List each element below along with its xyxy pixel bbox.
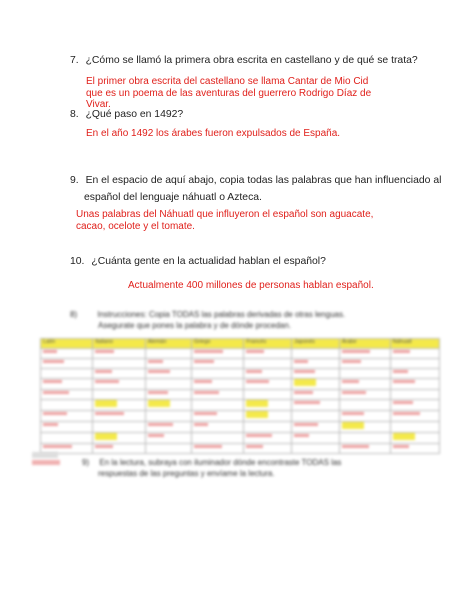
- table-cell: [145, 422, 191, 433]
- table-cell: [145, 400, 191, 411]
- instructions-line: Asegurate que pones la palabra y de dónde procedan.: [98, 321, 292, 330]
- blurred-reading-instructions: [82, 457, 442, 479]
- table-cell: [41, 433, 93, 444]
- question-text: ¿Qué paso en 1492?: [85, 109, 184, 120]
- question-9: [70, 174, 441, 205]
- table-cell: [191, 400, 243, 411]
- table-cell: [244, 349, 292, 359]
- table-cell: [244, 422, 292, 433]
- table-cell: [93, 422, 145, 433]
- answer-line: Unas palabras del Náhuatl que influyeron el español son aguacate,: [76, 209, 374, 220]
- table-cell: [41, 390, 93, 400]
- table-cell: [390, 444, 439, 454]
- table-header-row: [41, 339, 440, 349]
- table-cell: [41, 369, 93, 379]
- table-cell: [390, 422, 439, 433]
- table-cell: [145, 369, 191, 379]
- table-cell: [145, 433, 191, 444]
- table-row: [41, 390, 440, 400]
- question-number: 10.: [70, 256, 85, 267]
- answer-line: Vivar.: [86, 99, 111, 110]
- table-row: [41, 349, 440, 359]
- answer-10: [128, 280, 374, 292]
- table-cell: [145, 349, 191, 359]
- table-cell: [390, 390, 439, 400]
- table-header-cell: Griego: [191, 339, 243, 349]
- question-text: En el espacio de aquí abajo, copia todas las palabras que han influenciado al: [85, 175, 442, 186]
- table-cell: [292, 359, 340, 369]
- table-header-cell: Japonés: [292, 339, 340, 349]
- question-number: 9.: [70, 175, 79, 186]
- table-cell: [292, 433, 340, 444]
- instructions-line: En la lectura, subraya con iluminador dónde encontraste TODAS las: [99, 458, 342, 467]
- table-cell: [41, 379, 93, 390]
- table-row: [41, 369, 440, 379]
- margin-note: [32, 452, 62, 465]
- table-cell: [339, 422, 390, 433]
- table-row: [41, 359, 440, 369]
- answer-8: [86, 128, 340, 140]
- question-8: [70, 108, 183, 122]
- table-cell: [244, 400, 292, 411]
- table-cell: [93, 433, 145, 444]
- table-cell: [339, 359, 390, 369]
- words-table: [40, 338, 440, 454]
- table-cell: [191, 433, 243, 444]
- table-header-cell: Náhuatl: [390, 339, 439, 349]
- answer-line: que es un poema de las aventuras del guerrero Rodrigo Díaz de: [86, 87, 372, 99]
- table-cell: [191, 369, 243, 379]
- answer-line: El primer obra escrita del castellano se llama Cantar de Mio Cid: [86, 76, 369, 87]
- table-cell: [292, 369, 340, 379]
- table-cell: [191, 379, 243, 390]
- table-cell: [93, 444, 145, 454]
- table-cell: [191, 359, 243, 369]
- table-row: [41, 379, 440, 390]
- question-number: 8.: [70, 109, 79, 120]
- table-cell: [145, 390, 191, 400]
- table-cell: [292, 400, 340, 411]
- table-cell: [390, 359, 439, 369]
- table-cell: [93, 411, 145, 422]
- blurred-table-wrapper: [40, 338, 440, 454]
- instructions-line: Instrucciones: Copia TODAS las palabras derivadas de otras lenguas.: [97, 310, 346, 319]
- table-cell: [390, 400, 439, 411]
- table-cell: [292, 422, 340, 433]
- answer-line: En el año 1492 los árabes fueron expulsados de España.: [86, 128, 341, 139]
- table-cell: [292, 444, 340, 454]
- instructions-line: respuestas de las preguntas y envíame la lectura.: [98, 469, 275, 478]
- table-cell: [292, 379, 340, 390]
- table-header-cell: Latín: [41, 339, 93, 349]
- table-header-cell: Árabe: [339, 339, 390, 349]
- table-cell: [244, 444, 292, 454]
- table-cell: [339, 349, 390, 359]
- table-cell: [244, 379, 292, 390]
- table-header-cell: Alemán: [145, 339, 191, 349]
- table-cell: [390, 369, 439, 379]
- table-cell: [339, 444, 390, 454]
- question-text: ¿Cuánta gente en la actualidad hablan el español?: [91, 256, 326, 267]
- table-row: [41, 400, 440, 411]
- table-cell: [339, 369, 390, 379]
- table-cell: [93, 349, 145, 359]
- table-cell: [339, 379, 390, 390]
- table-cell: [145, 444, 191, 454]
- table-cell: [93, 400, 145, 411]
- table-cell: [145, 411, 191, 422]
- table-cell: [244, 433, 292, 444]
- table-cell: [244, 411, 292, 422]
- table-cell: [191, 411, 243, 422]
- table-cell: [191, 349, 243, 359]
- table-cell: [390, 379, 439, 390]
- table-cell: [339, 433, 390, 444]
- table-cell: [41, 422, 93, 433]
- table-cell: [339, 411, 390, 422]
- table-cell: [145, 359, 191, 369]
- table-cell: [292, 349, 340, 359]
- table-row: [41, 422, 440, 433]
- table-cell: [93, 369, 145, 379]
- question-number: 7.: [70, 55, 79, 66]
- table-cell: [244, 359, 292, 369]
- table-cell: [191, 422, 243, 433]
- table-row: [41, 411, 440, 422]
- table-row: [41, 433, 440, 444]
- table-cell: [244, 390, 292, 400]
- table-cell: [41, 349, 93, 359]
- table-cell: [191, 444, 243, 454]
- table-cell: [93, 379, 145, 390]
- table-cell: [390, 433, 439, 444]
- table-cell: [41, 411, 93, 422]
- question-text: español del lenguaje náhuatl o Azteca.: [84, 192, 262, 203]
- answer-line: cacao, ocelote y el tomate.: [76, 220, 195, 232]
- table-cell: [339, 390, 390, 400]
- table-cell: [41, 359, 93, 369]
- table-cell: [339, 400, 390, 411]
- table-header-cell: Francés: [244, 339, 292, 349]
- table-cell: [191, 390, 243, 400]
- table-row: [41, 444, 440, 454]
- table-cell: [292, 390, 340, 400]
- table-cell: [292, 411, 340, 422]
- table-cell: [244, 369, 292, 379]
- table-cell: [93, 390, 145, 400]
- table-cell: [145, 379, 191, 390]
- table-cell: [41, 400, 93, 411]
- blurred-instructions: [70, 309, 430, 331]
- table-cell: [93, 359, 145, 369]
- table-header-cell: Italiano: [93, 339, 145, 349]
- table-cell: [390, 349, 439, 359]
- question-10: [70, 255, 326, 269]
- answer-9: [76, 209, 373, 232]
- answer-line: Actualmente 400 millones de personas hablan español.: [128, 280, 374, 291]
- instructions-number: 8): [70, 310, 78, 319]
- table-cell: [390, 411, 439, 422]
- instructions-number: 9): [82, 458, 90, 467]
- question-7: [70, 54, 418, 68]
- question-text: ¿Cómo se llamó la primera obra escrita en castellano y de qué se trata?: [85, 55, 418, 66]
- answer-7: [86, 76, 371, 111]
